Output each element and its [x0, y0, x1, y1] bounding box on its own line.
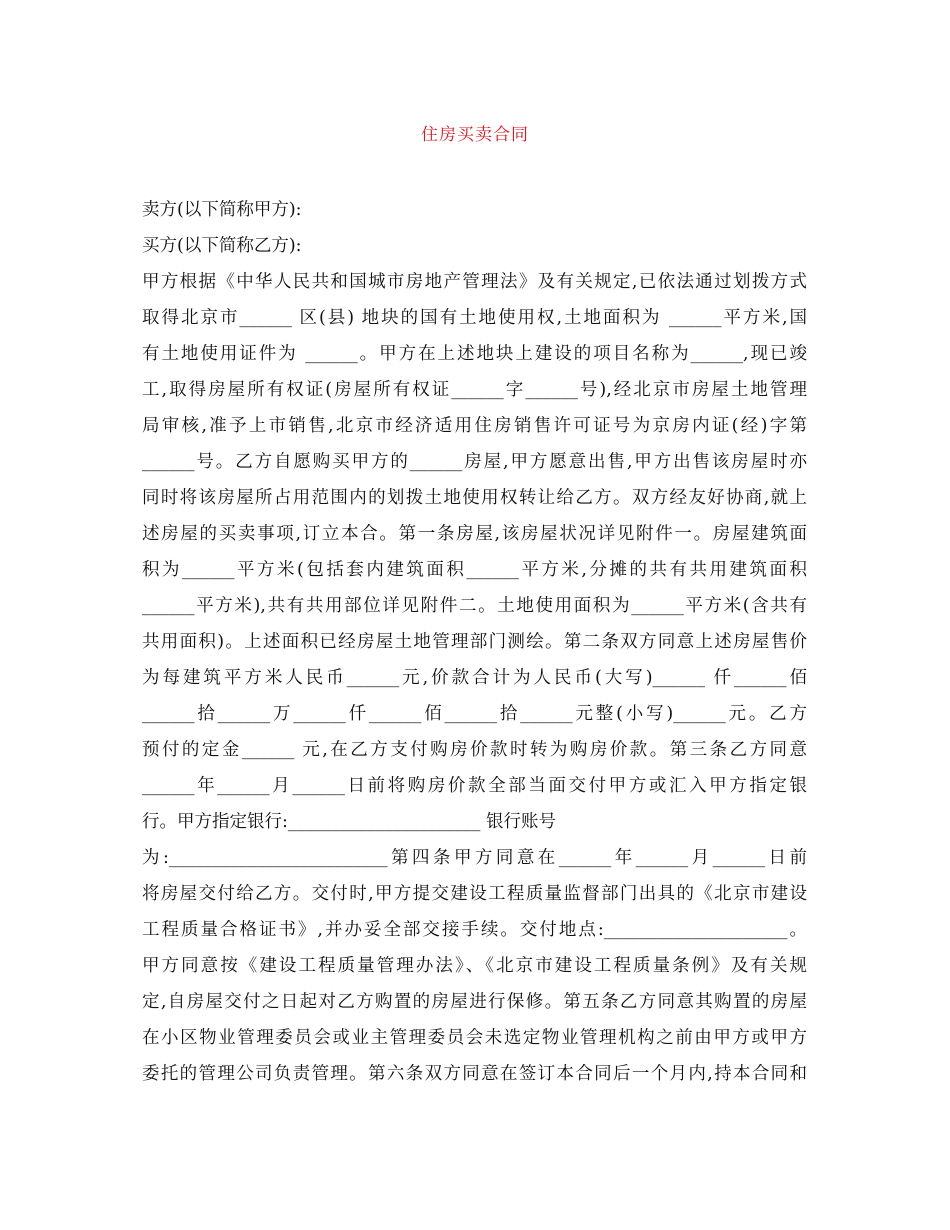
contract-line: 同时将该房屋所占用范围内的划拨土地使用权转让给乙方。双方经友好协商,就上: [142, 488, 807, 508]
contract-line: ______号。乙方自愿购买甲方的______房屋,甲方愿意出售,甲方出售该房屋时亦: [142, 452, 807, 472]
contract-line: ______平方米),共有共用部位详见附件二。土地使用面积为______平方米(含共有: [142, 596, 807, 616]
contract-line: 工,取得房屋所有权证(房屋所有权证______字______号),经北京市房屋土地管理: [142, 380, 807, 400]
contract-line: 述房屋的买卖事项,订立本合。第一条房屋,该房屋状况详见附件一。房屋建筑面: [142, 524, 807, 544]
contract-line: 取得北京市______ 区(县) 地块的国有土地使用权,土地面积为 ______平方米,国: [142, 308, 807, 328]
contract-line: 定,自房屋交付之日起对乙方购置的房屋进行保修。第五条乙方同意其购置的房屋: [142, 992, 807, 1012]
contract-line: 局审核,准予上市销售,北京市经济适用住房销售许可证号为京房内证(经)字第: [142, 416, 807, 436]
contract-line: 为每建筑平方米人民币______元,价款合计为人民币(大写)______ 仟______佰: [142, 668, 807, 688]
contract-line: ______年______月______日前将购房价款全部当面交付甲方或汇入甲方指定银: [142, 776, 807, 796]
contract-line: 买方(以下简称乙方):: [142, 236, 302, 256]
contract-line: 共用面积)。上述面积已经房屋土地管理部门测绘。第二条双方同意上述房屋售价: [142, 632, 807, 652]
contract-line: 工程质量合格证书》,并办妥全部交接手续。交付地点:_____________________。: [142, 920, 807, 940]
contract-line: 甲方根据《中华人民共和国城市房地产管理法》及有关规定,已依法通过划拨方式: [142, 272, 807, 292]
contract-line: 将房屋交付给乙方。交付时,甲方提交建设工程质量监督部门出具的《北京市建设: [142, 884, 807, 904]
contract-line: 在小区物业管理委员会或业主管理委员会未选定物业管理机构之前由甲方或甲方: [142, 1028, 807, 1048]
contract-line: 积为______平方米(包括套内建筑面积______平方米,分摊的共有共用建筑面积: [142, 560, 807, 580]
contract-line: 卖方(以下简称甲方):: [142, 200, 302, 220]
document-title: 住房买卖合同: [421, 125, 529, 145]
contract-line: 委托的管理公司负责管理。第六条双方同意在签订本合同后一个月内,持本合同和: [142, 1064, 807, 1084]
contract-line: ______拾______万______仟______佰______拾______元整(小写)______元。乙方: [142, 704, 807, 724]
contract-line: 为:_________________________第四条甲方同意在______年______月______日前: [142, 848, 807, 868]
contract-line: 预付的定金______ 元,在乙方支付购房价款时转为购房价款。第三条乙方同意: [142, 740, 807, 760]
contract-line: 甲方同意按《建设工程质量管理办法》、《北京市建设工程质量条例》及有关规: [142, 956, 807, 976]
contract-line: 行。甲方指定银行:______________________ 银行账号: [142, 812, 556, 832]
contract-line: 有土地使用证件为 ______。甲方在上述地块上建设的项目名称为______,现已竣: [142, 344, 807, 364]
document-body: [142, 192, 807, 1092]
